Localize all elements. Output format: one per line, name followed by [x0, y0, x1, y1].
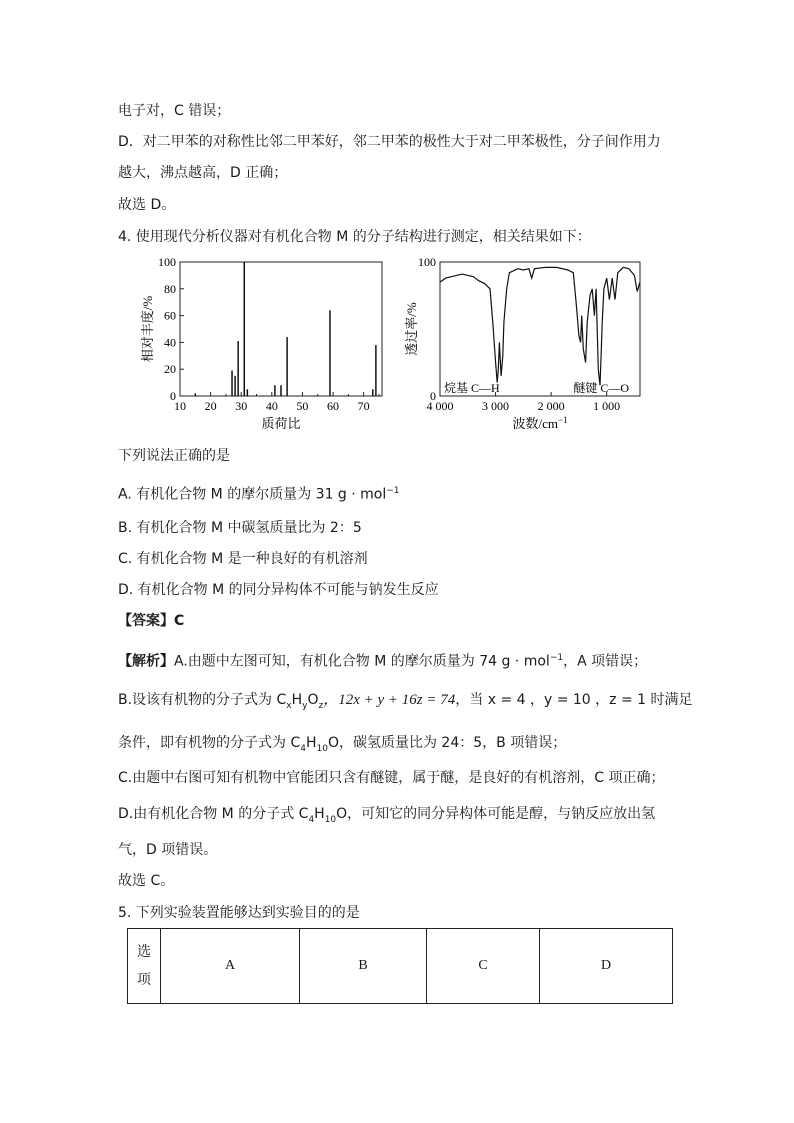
explain-b2-post: O，碳氢质量比为 24：5，B 项错误； [327, 735, 567, 751]
explain-label: 【解析】 [118, 653, 174, 670]
text-line: 越大，沸点越高，D 正确； [118, 165, 288, 181]
explain-d2: 气，D 项错误。 [118, 842, 218, 858]
table-row [128, 929, 673, 1004]
question-4-stem: 4. 使用现代分析仪器对有机化合物 M 的分子结构进行测定，相关结果如下： [118, 229, 591, 245]
explain-c: C.由题中右图可知有机物中官能团只含有醚键，属于醚，是良好的有机溶剂，C 项正确； [118, 770, 665, 786]
y-tick-label: 0 [430, 389, 436, 403]
text-line: D．对二甲苯的对称性比邻二甲苯好，邻二甲苯的极性大于对二甲苯极性，分子间作用力 [118, 134, 661, 150]
table-cell-c: C [427, 929, 540, 1004]
explain-b2-pre: 条件，即有机物的分子式为 C [118, 735, 301, 751]
mass-spectrum-chart [132, 254, 392, 440]
question-4-prompt: 下列说法正确的是 [118, 448, 230, 464]
explain-a-sup: −1 [549, 653, 564, 663]
ir-spectrum-chart [400, 254, 650, 440]
table-header-cell [128, 929, 161, 1004]
x-tick-label: 20 [204, 399, 217, 413]
y-tick-label: 20 [164, 362, 176, 377]
y-axis-label: 相对丰度/% [140, 295, 155, 363]
explain-a-post: ，A 项错误； [563, 653, 648, 670]
x-tick-label: 30 [235, 399, 248, 413]
explain-a-text: A.由题中左图可知，有机化合物 M 的摩尔质量为 74 g · mol [174, 653, 550, 670]
explain-a [118, 648, 647, 672]
option-b: B. 有机化合物 M 中碳氢质量比为 2：5 [118, 520, 362, 536]
option-a [118, 481, 400, 505]
formula-sub: 4 [300, 743, 306, 754]
explain-d-pre: D.由有机化合物 M 的分子式 C [118, 806, 309, 822]
option-d: D. 有机化合物 M 的同分异构体不可能与钠发生反应 [118, 582, 439, 598]
plot-frame [180, 262, 382, 396]
formula-sub: 4 [308, 814, 315, 825]
formula-sub: z [318, 700, 324, 711]
plot-frame [440, 262, 640, 396]
y-tick-label: 100 [418, 255, 436, 269]
annotation-alkyl-ch: 烷基 C—H [444, 381, 500, 395]
y-tick-label: 0 [170, 389, 176, 403]
x-tick-label: 50 [296, 399, 309, 413]
x-tick-label: 2 000 [537, 399, 565, 413]
option-a-text: A. 有机化合物 M 的摩尔质量为 31 g · mol [118, 486, 387, 503]
table-cell-b: B [300, 929, 427, 1004]
options-table [127, 928, 673, 1004]
explain-b-pre: B.设该有机物的分子式为 C [118, 692, 287, 708]
x-tick-label: 70 [357, 399, 370, 413]
formula-sub: y [302, 700, 308, 711]
question-5-stem: 5. 下列实验装置能够达到实验目的的是 [118, 905, 360, 921]
option-c: C. 有机化合物 M 是一种良好的有机溶剂 [118, 551, 368, 567]
text-line: 电子对，C 错误； [118, 103, 231, 119]
y-tick-label: 40 [164, 335, 176, 350]
y-tick-label: 60 [164, 308, 176, 323]
y-axis-label: 透过率/% [404, 302, 419, 356]
text-line: 故选 D。 [118, 197, 176, 213]
header-label: 选 [137, 944, 151, 960]
explain-b2 [118, 733, 566, 759]
header-label: 项 [137, 972, 151, 988]
x-tick-label: 4 000 [426, 399, 454, 413]
y-tick-label: 100 [158, 255, 176, 269]
x-tick-label: 1 000 [593, 399, 621, 413]
x-tick-label: 60 [327, 399, 340, 413]
x-tick-label: 40 [265, 399, 278, 413]
option-a-sup: −1 [386, 486, 400, 496]
ir-series-line [440, 267, 640, 385]
annotation-ether-co: 醚键 C—O [573, 381, 630, 395]
x-tick-label: 3 000 [482, 399, 510, 413]
formula-part: O [307, 692, 319, 708]
y-tick-label: 80 [164, 281, 176, 296]
answer-line: 【答案】C [118, 613, 185, 629]
equation: ，12x + y + 16z = 74 [323, 692, 456, 708]
formula-part: H [314, 806, 325, 822]
table-cell-a: A [161, 929, 300, 1004]
formula-part: H [291, 692, 303, 708]
formula-sub: 10 [316, 743, 328, 754]
x-tick-label: 10 [174, 399, 186, 413]
explain-b-when: ，当 x = 4 ，y = 10 ，z = 1 时满足 [455, 692, 693, 708]
explain-d [118, 804, 655, 830]
x-axis-label-sup: −1 [557, 415, 568, 425]
formula-part: H [305, 735, 317, 751]
x-axis-label: 波数$/cm^{-1}$ [512, 415, 568, 431]
formula-sub: 10 [324, 814, 337, 825]
explain-final: 故选 C。 [118, 873, 175, 889]
table-cell-d: D [540, 929, 673, 1004]
x-axis-label: 质荷比 [261, 416, 301, 431]
formula-sub: x [286, 700, 292, 711]
explain-d-post: O，可知它的同分异构体可能是醇，与钠反应放出氢 [336, 806, 656, 822]
explain-b [118, 690, 693, 716]
